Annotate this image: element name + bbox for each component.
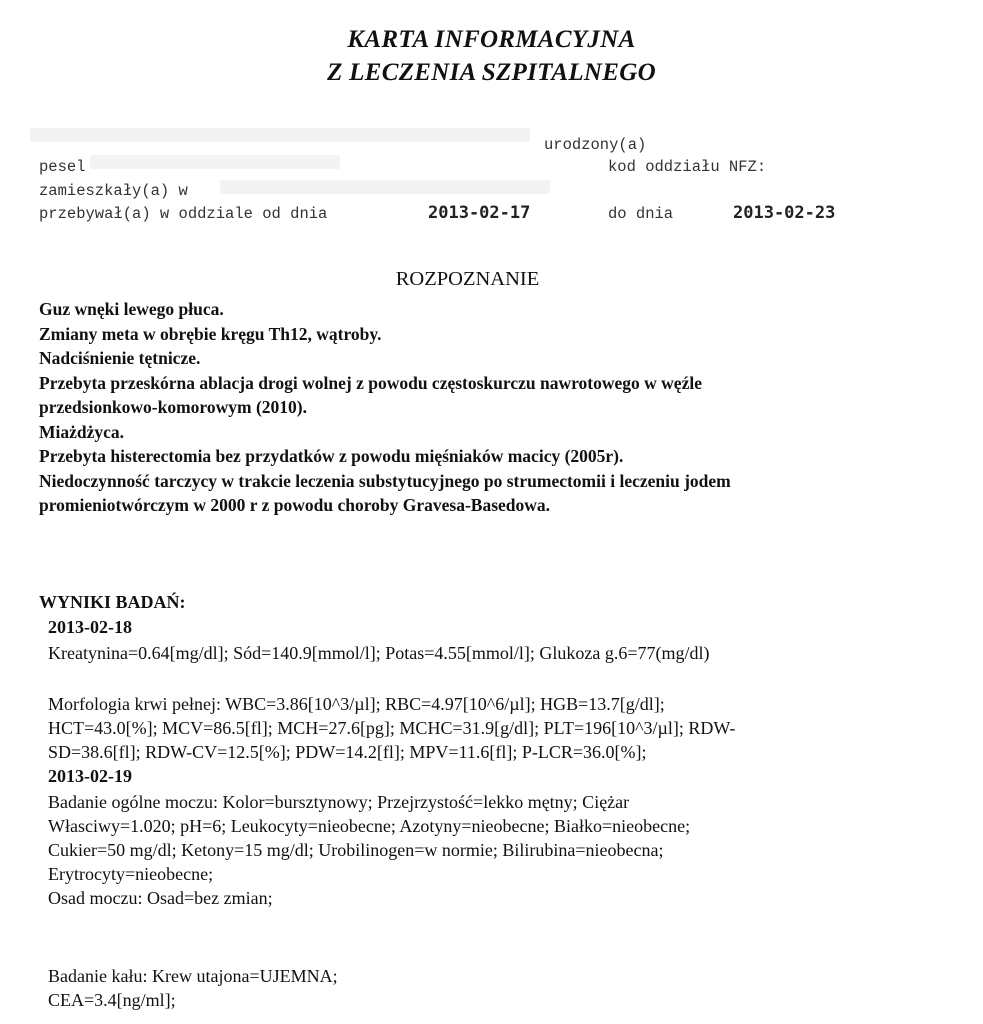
stay-from-date: 2013-02-17 [428, 203, 531, 223]
diagnosis-line: Miażdżyca. [39, 421, 125, 442]
diagnosis-line: Przebyta przeskórna ablacja drogi wolnej z powodu częstoskurczu nawrotowego w węźle [39, 372, 702, 393]
redacted-area [90, 155, 340, 169]
address-label: zamieszkały(a) w [39, 182, 188, 200]
urine-results [48, 790, 690, 910]
stool-results [48, 964, 338, 1012]
result-line: Badanie kału: Krew utajona=UJEMNA; [48, 966, 338, 986]
result-line: HCT=43.0[%]; MCV=86.5[fl]; MCH=27.6[pg]; MCHC=31.9[g/dl]; PLT=196[10^3/µl]; RDW- [48, 718, 736, 738]
pesel-label: pesel [39, 158, 86, 176]
blood-morphology-results [48, 692, 735, 764]
result-line: Osad moczu: Osad=bez zmian; [48, 888, 273, 908]
nfz-code-label: kod oddziału NFZ: [608, 158, 767, 176]
diagnosis-line: Przebyta histerectomia bez przydatków z powodu mięśniaków macicy (2005r). [39, 446, 624, 466]
diagnosis-line: Guz wnęki lewego płuca. [39, 299, 224, 319]
results-date: 2013-02-19 [48, 766, 132, 786]
diagnosis-list [39, 297, 731, 518]
stay-from-label: przebywał(a) w oddziale od dnia [39, 205, 328, 223]
result-line: Morfologia krwi pełnej: WBC=3.86[10^3/µl]; RBC=4.97[10^6/µl]; HGB=13.7[g/dl]; [48, 694, 665, 714]
document-title-line-1: KARTA INFORMACYJNA [347, 26, 636, 53]
diagnosis-line: Zmiany meta w obrębie kręgu Th12, wątroby. [39, 323, 382, 344]
chemistry-results: Kreatynina=0.64[mg/dl]; Sód=140.9[mmol/l]; Potas=4.55[mmol/l]; Glukoza g.6=77(mg/dl) [48, 643, 710, 663]
result-line: SD=38.6[fl]; RDW-CV=12.5[%]; PDW=14.2[fl]; MPV=11.6[fl]; P-LCR=36.0[%]; [48, 742, 647, 762]
result-line: Badanie ogólne moczu: Kolor=bursztynowy; Przejrzystość=lekko mętny; Ciężar [48, 792, 630, 812]
document-title-line-2: Z LECZENIA SZPITALNEGO [327, 59, 656, 86]
result-line: Cukier=50 mg/dl; Ketony=15 mg/dl; Urobilinogen=w normie; Bilirubina=nieobecna; [48, 840, 664, 860]
result-line: CEA=3.4[ng/ml]; [48, 990, 176, 1010]
diagnosis-line: promieniotwórczym w 2000 r z powodu choroby Gravesa-Basedowa. [39, 495, 551, 515]
redacted-area [220, 180, 550, 194]
diagnosis-line: Niedoczynność tarczycy w trakcie leczenia substytucyjnego po strumectomii i leczeniu jodem [39, 470, 731, 491]
born-label: urodzony(a) [544, 136, 647, 154]
stay-to-date: 2013-02-23 [733, 203, 836, 223]
diagnosis-line: Nadciśnienie tętnicze. [39, 348, 201, 368]
diagnosis-heading: ROZPOZNANIE [395, 268, 540, 290]
result-line: Erytrocyty=nieobecne; [48, 864, 214, 884]
redacted-area [30, 128, 530, 142]
stay-to-label: do dnia [608, 205, 674, 223]
result-line: Własciwy=1.020; pH=6; Leukocyty=nieobecne; Azotyny=nieobecne; Białko=nieobecne; [48, 816, 691, 836]
diagnosis-line: przedsionkowo-komorowym (2010). [39, 397, 308, 417]
results-heading: WYNIKI BADAŃ: [39, 592, 186, 612]
results-date: 2013-02-18 [48, 617, 132, 637]
